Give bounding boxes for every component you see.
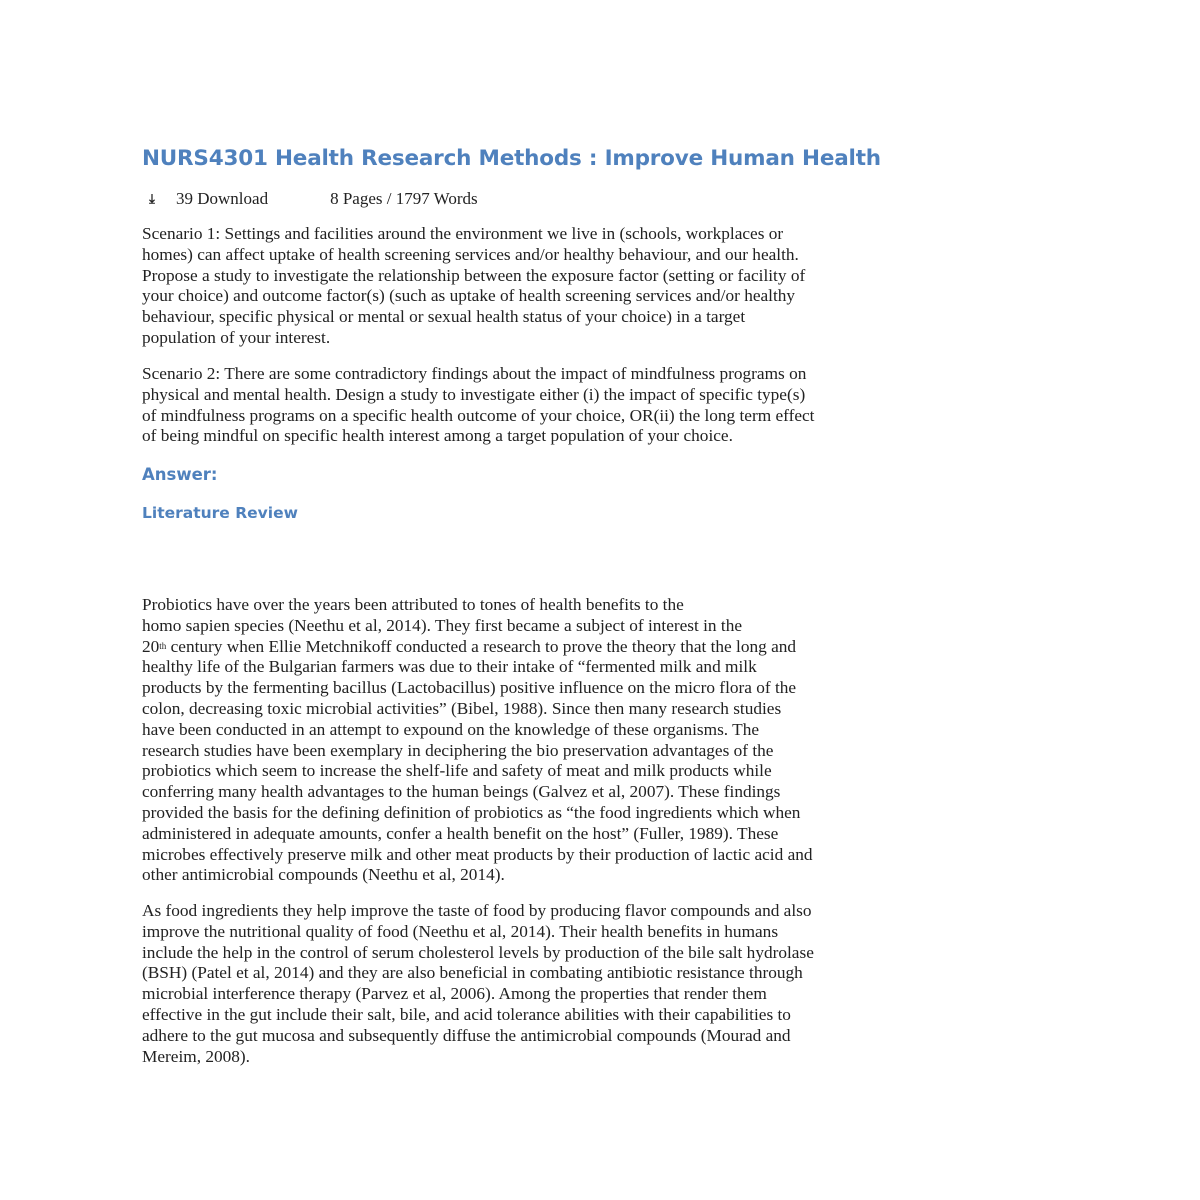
- download-icon[interactable]: ⤓: [149, 191, 155, 206]
- text-line: homo sapien species (Neethu et al, 2014). They first became a subject of interest in the: [142, 615, 743, 635]
- text-line: Probiotics have over the years been attributed to tones of health benefits to the: [142, 595, 684, 614]
- document-meta: [144, 189, 478, 209]
- text-line: conferring many health advantages to the human beings (Galvez et al, 2007). These findings: [142, 782, 781, 802]
- text-line: microbes effectively preserve milk and other meat products by their production of lactic acid and: [142, 844, 813, 864]
- text-line: Scenario 1: Settings and facilities around the environment we live in (schools, workplaces or: [142, 224, 784, 243]
- pages-words-count: 8 Pages / 1797 Words: [330, 189, 478, 208]
- text-line: your choice) and outcome factor(s) (such as uptake of health screening services and/or healthy: [142, 286, 796, 306]
- text-line: include the help in the control of serum cholesterol levels by production of the bile salt hydrolase: [142, 942, 814, 962]
- scenario-1-paragraph: [142, 224, 1072, 349]
- line-rest: century when Ellie Metchnikoff conducted a research to prove the theory that the long and: [166, 636, 797, 656]
- text-line: population of your interest.: [142, 327, 331, 347]
- text-line: probiotics which seem to increase the shelf-life and safety of meat and milk products while: [142, 761, 772, 781]
- century-number: 20: [142, 636, 160, 656]
- text-line: behaviour, specific physical or mental or sexual health status of your choice) in a target: [142, 307, 746, 327]
- text-line: healthy life of the Bulgarian farmers was due to their intake of “fermented milk and milk: [142, 657, 757, 677]
- text-line: products by the fermenting bacillus (Lactobacillus) positive influence on the micro flora of the: [142, 678, 797, 698]
- text-line: adhere to the gut mucosa and subsequently diffuse the antimicrobial compounds (Mourad and: [142, 1025, 791, 1045]
- text-line: As food ingredients they help improve the taste of food by producing flavor compounds and also: [142, 901, 812, 920]
- text-line: [142, 637, 1072, 658]
- ordinal-suffix: th: [159, 640, 167, 651]
- literature-paragraph-2: [142, 901, 1072, 1067]
- text-line: physical and mental health. Design a study to investigate either (i) the impact of specific type(s): [142, 384, 806, 404]
- text-line: other antimicrobial compounds (Neethu et al, 2014).: [142, 865, 505, 885]
- text-line: Scenario 2: There are some contradictory findings about the impact of mindfulness programs on: [142, 364, 807, 383]
- text-line: homes) can affect uptake of health screening services and/or healthy behaviour, and our health.: [142, 244, 799, 264]
- text-line: research studies have been exemplary in deciphering the bio preservation advantages of the: [142, 740, 774, 760]
- text-line: (BSH) (Patel et al, 2014) and they are also beneficial in combating antibiotic resistance through: [142, 963, 803, 983]
- document-title: NURS4301 Health Research Methods : Improve Human Health: [142, 146, 881, 171]
- text-line: colon, decreasing toxic microbial activities” (Bibel, 1988). Since then many research studies: [142, 698, 782, 718]
- text-line: Mereim, 2008).: [142, 1046, 250, 1066]
- text-line: have been conducted in an attempt to expound on the knowledge of these organisms. The: [142, 719, 760, 739]
- text-line: improve the nutritional quality of food (Neethu et al, 2014). Their health benefits in humans: [142, 921, 779, 941]
- text-line: effective in the gut include their salt, bile, and acid tolerance abilities with their capabilities to: [142, 1004, 791, 1024]
- scenario-2-paragraph: [142, 364, 1072, 447]
- download-count: 39 Download: [176, 189, 269, 208]
- answer-heading: Answer:: [142, 465, 218, 484]
- text-line: of being mindful on specific health interest among a target population of your choice.: [142, 426, 733, 446]
- literature-review-heading: Literature Review: [142, 504, 298, 522]
- text-line: provided the basis for the defining definition of probiotics as “the food ingredients which when: [142, 802, 801, 822]
- text-line: Propose a study to investigate the relationship between the exposure factor (setting or facility of: [142, 265, 806, 285]
- literature-paragraph-1: [142, 595, 1072, 886]
- text-line: of mindfulness programs on a specific health outcome of your choice, OR(ii) the long term effect: [142, 405, 815, 425]
- text-line: microbial interference therapy (Parvez et al, 2006). Among the properties that render them: [142, 984, 767, 1004]
- text-line: administered in adequate amounts, confer a health benefit on the host” (Fuller, 1989). These: [142, 823, 779, 843]
